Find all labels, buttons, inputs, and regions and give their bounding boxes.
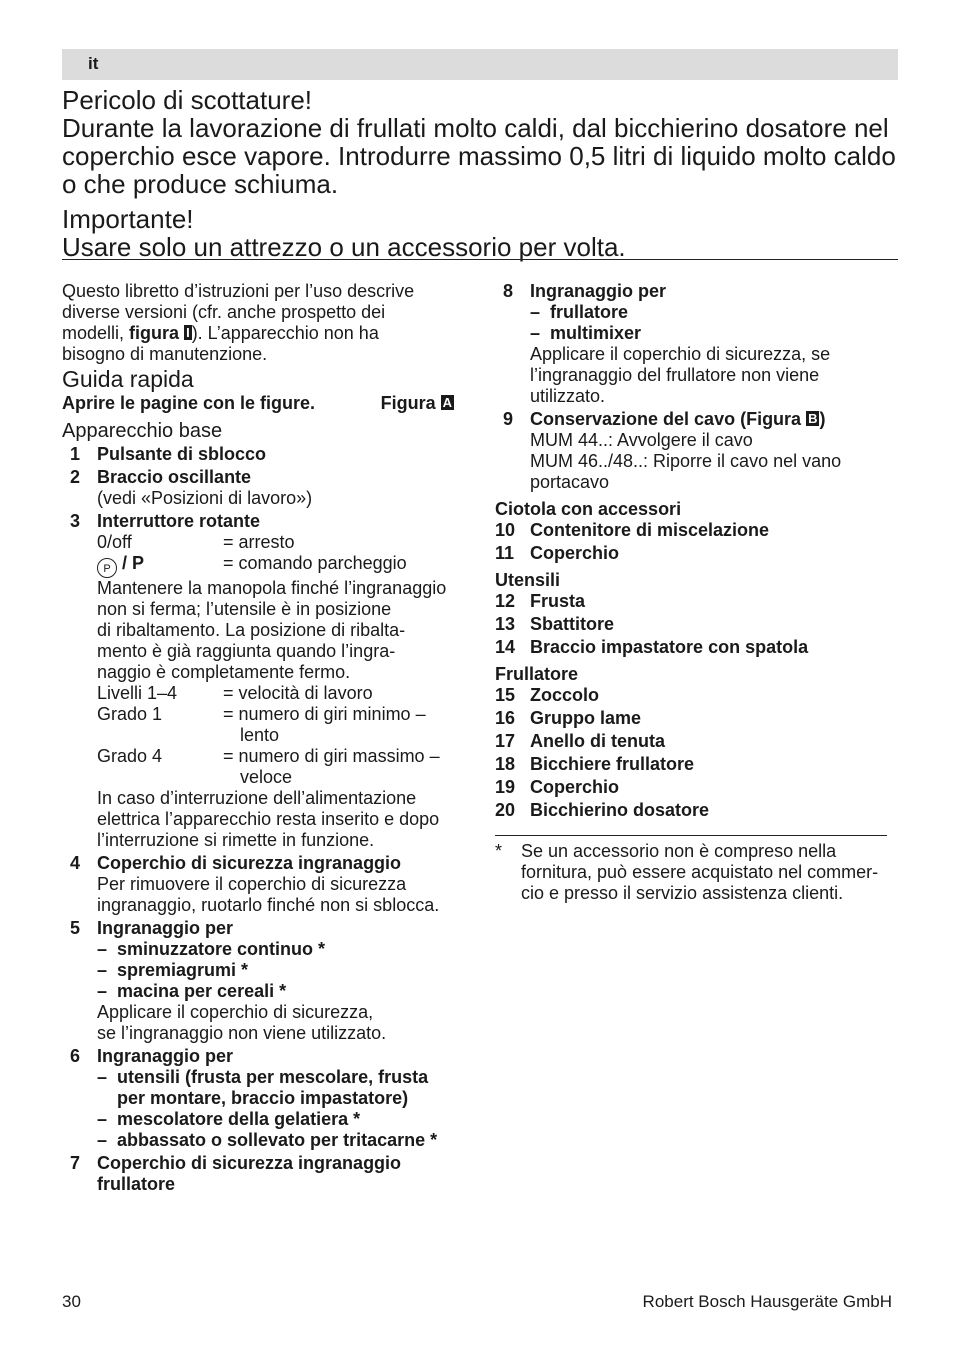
list-item: 9 Conservazione del cavo (Figura B ) bbox=[503, 409, 826, 429]
important-text: Usare solo un attrezzo o un accessorio per volta. bbox=[62, 232, 626, 262]
figure-letter-icon: B bbox=[808, 411, 818, 426]
important-title: Importante! bbox=[62, 204, 194, 234]
intro-line: bisogno di manutenzione. bbox=[62, 344, 268, 364]
warning-text-line: Durante la lavorazione di frullati molto caldi, dal bicchierino dosatore nel bbox=[62, 113, 889, 143]
category-title: Frullatore bbox=[495, 664, 579, 684]
left-column: Questo libretto d’istruzioni per l’uso descrive diverse versioni (cfr. anche prospetto dei modelli, figura I ). L’apparecchio non ha bisogno di manutenzione. Guida rapida Aprire le pagine con le figure. Figura A Apparecchio base 1 Pulsante di sblocco 2 Braccio oscillante (vedi «Posizioni di lavoro») 3 Interruttore rotante 0/off = arresto P / P = comando parcheggio Mantenere la manopola finché l’ingranaggio non si ferma; l’utensile è in posizione di ribaltamento. La posizione di ribalta- mento è già raggiunta quando l’ingra- naggio è completamente fermo. Livelli 1–4 = velocità di lavoro Grado 1 = numero di giri minimo – lento Grado 4 = numero di giri massimo – veloce In caso d’interruzione dell’alimentazione elettrica l’apparecchio resta inserito e dopo l’interruzione si rimette in funzione. 4 Coperchio di sicurezza ingranaggio Per rimuovere il coperchio di sicurezza ingranaggio, ruotarlo finché non si sblocca. 5 Ingranaggio per – sminuzzatore continuo * – spremiagrumi * – macina per cereali * Applicare il coperchio di sicurezza, se l’ingranaggio non viene utilizzato. 6 Ingranaggio per – utensili (frusta per mescolare, frusta per montare, braccio impastatore) – mescolatore della gelatiera * – abbassato o sollevato per tritacarne * 7 Coperchio di sicurezza ingranaggio frullatore bbox=[62, 281, 462, 1195]
intro-line: Questo libretto d’istruzioni per l’uso descrive bbox=[62, 281, 415, 301]
list-item: 19 Coperchio bbox=[495, 777, 620, 797]
list-item: 7 Coperchio di sicurezza ingranaggio frullatore bbox=[70, 1153, 402, 1194]
list-item: 6 Ingranaggio per bbox=[70, 1046, 234, 1066]
warning-text-line: coperchio esce vapore. Introdurre massimo 0,5 litri di liquido molto caldo bbox=[62, 141, 896, 171]
figure-letter-icon: I bbox=[186, 325, 190, 340]
list-item: 17 Anello di tenuta bbox=[495, 731, 665, 751]
section-title: Guida rapida bbox=[62, 366, 194, 392]
open-pages-note: Aprire le pagine con le figure. bbox=[62, 393, 316, 413]
footnote-divider bbox=[495, 835, 887, 836]
category-title: Ciotola con accessori bbox=[495, 499, 682, 519]
page-number: 30 bbox=[62, 1292, 81, 1311]
intro-line: modelli, figura I ). L’apparecchio non ha bbox=[62, 323, 379, 343]
company-name: Robert Bosch Hausgeräte GmbH bbox=[642, 1292, 892, 1311]
list-item: 3 Interruttore rotante bbox=[70, 511, 261, 531]
language-bar bbox=[62, 49, 898, 80]
list-item: 11 Coperchio bbox=[495, 543, 620, 563]
list-item: 20 Bicchierino dosatore bbox=[495, 800, 710, 820]
list-item: 10 Contenitore di miscelazione bbox=[495, 520, 770, 540]
list-item: 14 Braccio impastatore con spatola bbox=[495, 637, 809, 657]
figure-ref: Figura A bbox=[380, 393, 452, 413]
list-item: 15 Zoccolo bbox=[495, 685, 600, 705]
park-icon: P bbox=[97, 558, 117, 578]
list-item: 16 Gruppo lame bbox=[495, 708, 642, 728]
list-item: 12 Frusta bbox=[495, 591, 586, 611]
warning-block bbox=[62, 86, 898, 261]
list-item: 4 Coperchio di sicurezza ingranaggio bbox=[70, 853, 402, 873]
figure-letter-icon: A bbox=[442, 395, 452, 410]
language-code: it bbox=[88, 54, 99, 73]
list-item: 1 Pulsante di sblocco bbox=[70, 444, 267, 464]
category-title: Utensili bbox=[495, 570, 561, 590]
list-item: 8 Ingranaggio per bbox=[503, 281, 667, 301]
list-item: 2 Braccio oscillante bbox=[70, 467, 252, 487]
warning-text-line: o che produce schiuma. bbox=[62, 169, 339, 199]
footnote: * Se un accessorio non è compreso nella fornitura, può essere acquistato nel commer- cio e presso il servizio assistenza clienti. bbox=[495, 841, 879, 903]
list-item: 5 Ingranaggio per bbox=[70, 918, 234, 938]
subsection-title: Apparecchio base bbox=[62, 420, 223, 442]
warning-title: Pericolo di scottature! bbox=[62, 85, 313, 115]
right-column: 8 Ingranaggio per – frullatore – multimixer Applicare il coperchio di sicurezza, se l’ingranaggio del frullatore non viene utilizzato. 9 Conservazione del cavo (Figura B ) MUM 44..: Avvolgere il cavo MUM 46../48..: Riporre il cavo nel vano portacavo Ciotola con accessori 10 Contenitore di miscelazione 11 Coperchio Utensili 12 Frusta 13 Sbattitore 14 Braccio impastatore con spatola Frullatore 15 Zoccolo 16 Gruppo lame 17 Anello di tenuta 18 Bicchiere frullatore 19 Coperchio 20 Bicchierino dosatore * Se un accessorio non è compreso nella fornitura, può essere acquistato nel commer- cio e presso il servizio assistenza clienti. bbox=[495, 281, 895, 904]
list-item: 18 Bicchiere frullatore bbox=[495, 754, 695, 774]
list-item: 13 Sbattitore bbox=[495, 614, 615, 634]
divider bbox=[62, 259, 898, 260]
intro-line: diverse versioni (cfr. anche prospetto dei bbox=[62, 302, 386, 322]
